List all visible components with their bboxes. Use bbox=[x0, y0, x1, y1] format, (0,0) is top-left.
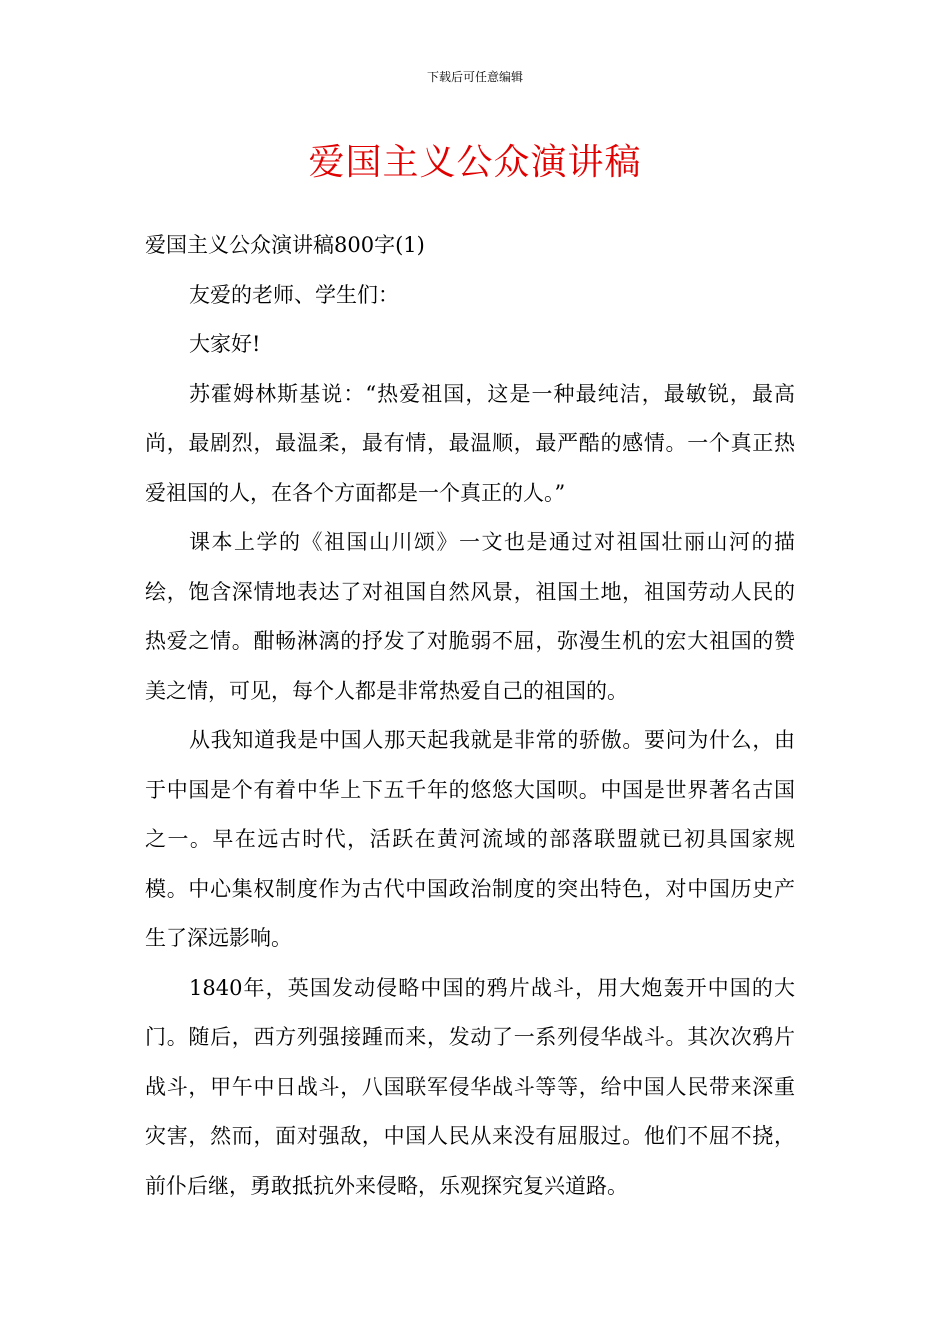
subtitle-paragraph: 爱国主义公众演讲稿800字(1) bbox=[145, 233, 425, 257]
document-body bbox=[145, 221, 795, 1211]
greeting-paragraph: 友爱的老师、学生们： bbox=[189, 282, 399, 307]
body-paragraph: 课本上学的《祖国山川颂》一文也是通过对祖国壮丽山河的描绘，饱含深情地表达了对祖国自然风景，祖国土地，祖国劳动人民的热爱之情。酣畅淋漓的抒发了对脆弱不屈，弥漫生机的宏大祖国的赞美之情，可见，每个人都是非常热爱自己的祖国的。 bbox=[145, 530, 795, 703]
document-title: 爱国主义公众演讲稿 bbox=[308, 142, 642, 183]
salutation-paragraph: 大家好! bbox=[189, 332, 261, 356]
body-paragraph: 从我知道我是中国人那天起我就是非常的骄傲。要问为什么，由于中国是个有着中华上下五千年的悠悠大国呗。中国是世界著名古国之一。早在远古时代，活跃在黄河流域的部落联盟就已初具国家规模。中心集权制度作为古代中国政治制度的突出特色，对中国历史产生了深远影响。 bbox=[145, 728, 795, 950]
body-paragraph: 1840年，英国发动侵略中国的鸦片战斗，用大炮轰开中国的大门。随后，西方列强接踵而来，发动了一系列侵华战斗。其次次鸦片战斗，甲午中日战斗，八国联军侵华战斗等等，给中国人民带来深重灾害，然而，面对强敌，中国人民从来没有屈服过。他们不屈不挠，前仆后继，勇敢抵抗外来侵略，乐观探究复兴道路。 bbox=[145, 975, 795, 1198]
header-note: 下载后可任意编辑 bbox=[426, 70, 523, 84]
body-paragraph: 苏霍姆林斯基说：“热爱祖国，这是一种最纯洁，最敏锐，最高尚，最剧烈，最温柔，最有情，最温顺，最严酷的感情。一个真正热爱祖国的人，在各个方面都是一个真正的人。” bbox=[145, 381, 795, 505]
